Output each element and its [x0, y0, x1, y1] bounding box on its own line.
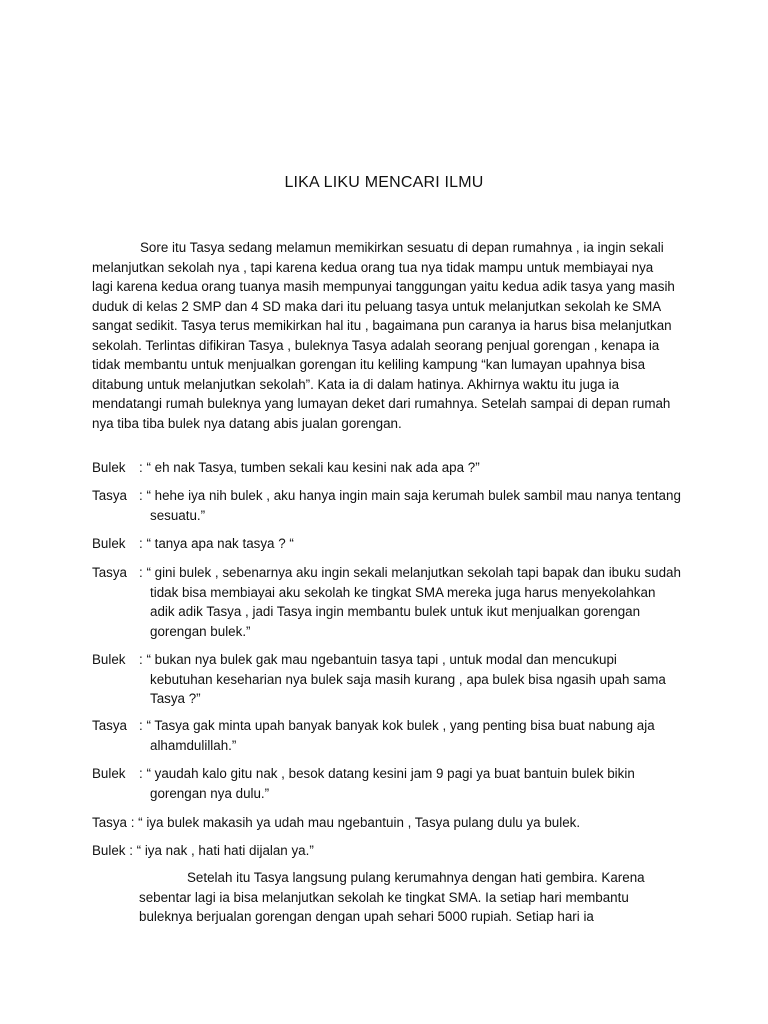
speaker-name: Bulek — [92, 766, 126, 781]
dialogue-line-4 — [92, 563, 682, 641]
speaker-name: Tasya — [92, 718, 127, 733]
dialogue-text: : “ hehe iya nih bulek , aku hanya ingin main saja kerumah bulek sambil mau nanya tentang sesuatu.” — [139, 488, 681, 523]
dialogue-line-1 — [92, 458, 682, 478]
dialogue-text: : “ Tasya gak minta upah banyak banyak kok bulek , yang penting bisa buat nabung aja alhamdulillah.” — [139, 718, 655, 753]
closing-paragraph: Setelah itu Tasya langsung pulang kerumahnya dengan hati gembira. Karena sebentar lagi ia bisa melanjutkan sekolah ke tingkat SMA. Ia setiap hari membantu buleknya berjualan gorengan dengan upah sehari 5000 rupiah. Setiap hari ia — [139, 870, 645, 924]
dialogue-line-2 — [92, 486, 682, 525]
speaker-name: Tasya — [92, 488, 127, 503]
dialogue-line-6 — [92, 716, 682, 755]
speaker-name: Bulek — [92, 460, 126, 475]
speaker-name: Bulek — [92, 536, 126, 551]
speaker-name: Bulek — [92, 652, 126, 667]
dialogue-line-7 — [92, 764, 682, 803]
dialogue-text: : “ tanya apa nak tasya ? “ — [139, 536, 294, 551]
story-title: LIKA LIKU MENCARI ILMU — [284, 174, 484, 191]
dialogue-text: : “ yaudah kalo gitu nak , besok datang kesini jam 9 pagi ya buat bantuin bulek bikin gorengan nya dulu.” — [139, 766, 635, 801]
dialogue-text: : “ bukan nya bulek gak mau ngebantuin tasya tapi , untuk modal dan mencukupi kebutuhan keseharian nya bulek saja masih kurang , apa bulek bisa ngasih upah sama Tasya ?” — [139, 652, 666, 706]
intro-paragraph: Sore itu Tasya sedang melamun memikirkan sesuatu di depan rumahnya , ia ingin sekali melanjutkan sekolah nya , tapi karena kedua orang tua nya tidak mampu untuk membiayai nya lagi karena kedua orang tuanya masih mempunyai tanggungan yaitu kedua adik tasya yang masih duduk di kelas 2 SMP dan 4 SD maka dari itu peluang tasya untuk melanjutkan sekolah ke SMA sangat sedikit. Tasya terus memikirkan hal itu , bagaimana pun caranya ia harus bisa melanjutkan sekolah. Terlintas difikiran Tasya , buleknya Tasya adalah seorang penjual gorengan , kenapa ia tidak membantu untuk menjualkan gorengan itu keliling kampung “kan lumayan upahnya bisa ditabung untuk melanjutkan sekolah”. Kata ia di dalam hatinya. Akhirnya waktu itu juga ia mendatangi rumah buleknya yang lumayan deket dari rumahnya. Setelah sampai di depan rumah nya tiba tiba bulek nya datang abis jualan gorengan. — [92, 240, 675, 431]
dialogue-line-3 — [92, 534, 682, 554]
speaker-name: Tasya — [92, 565, 127, 580]
dialogue-text: : “ gini bulek , sebenarnya aku ingin sekali melanjutkan sekolah tapi bapak dan ibuku sudah tidak bisa membiayai aku sekolah ke tingkat SMA mereka juga harus menyekolahkan adik adik Tasya , jadi Tasya ingin membantu bulek untuk ikut menjualkan gorengan gorengan bulek.” — [139, 565, 681, 639]
dialogue-inline-1: Tasya : “ iya bulek makasih ya udah mau ngebantuin , Tasya pulang dulu ya bulek. — [92, 815, 581, 830]
dialogue-text: : “ eh nak Tasya, tumben sekali kau kesini nak ada apa ?” — [139, 460, 480, 475]
dialogue-inline-2: Bulek : “ iya nak , hati hati dijalan ya.” — [92, 843, 314, 858]
dialogue-line-5 — [92, 650, 682, 709]
